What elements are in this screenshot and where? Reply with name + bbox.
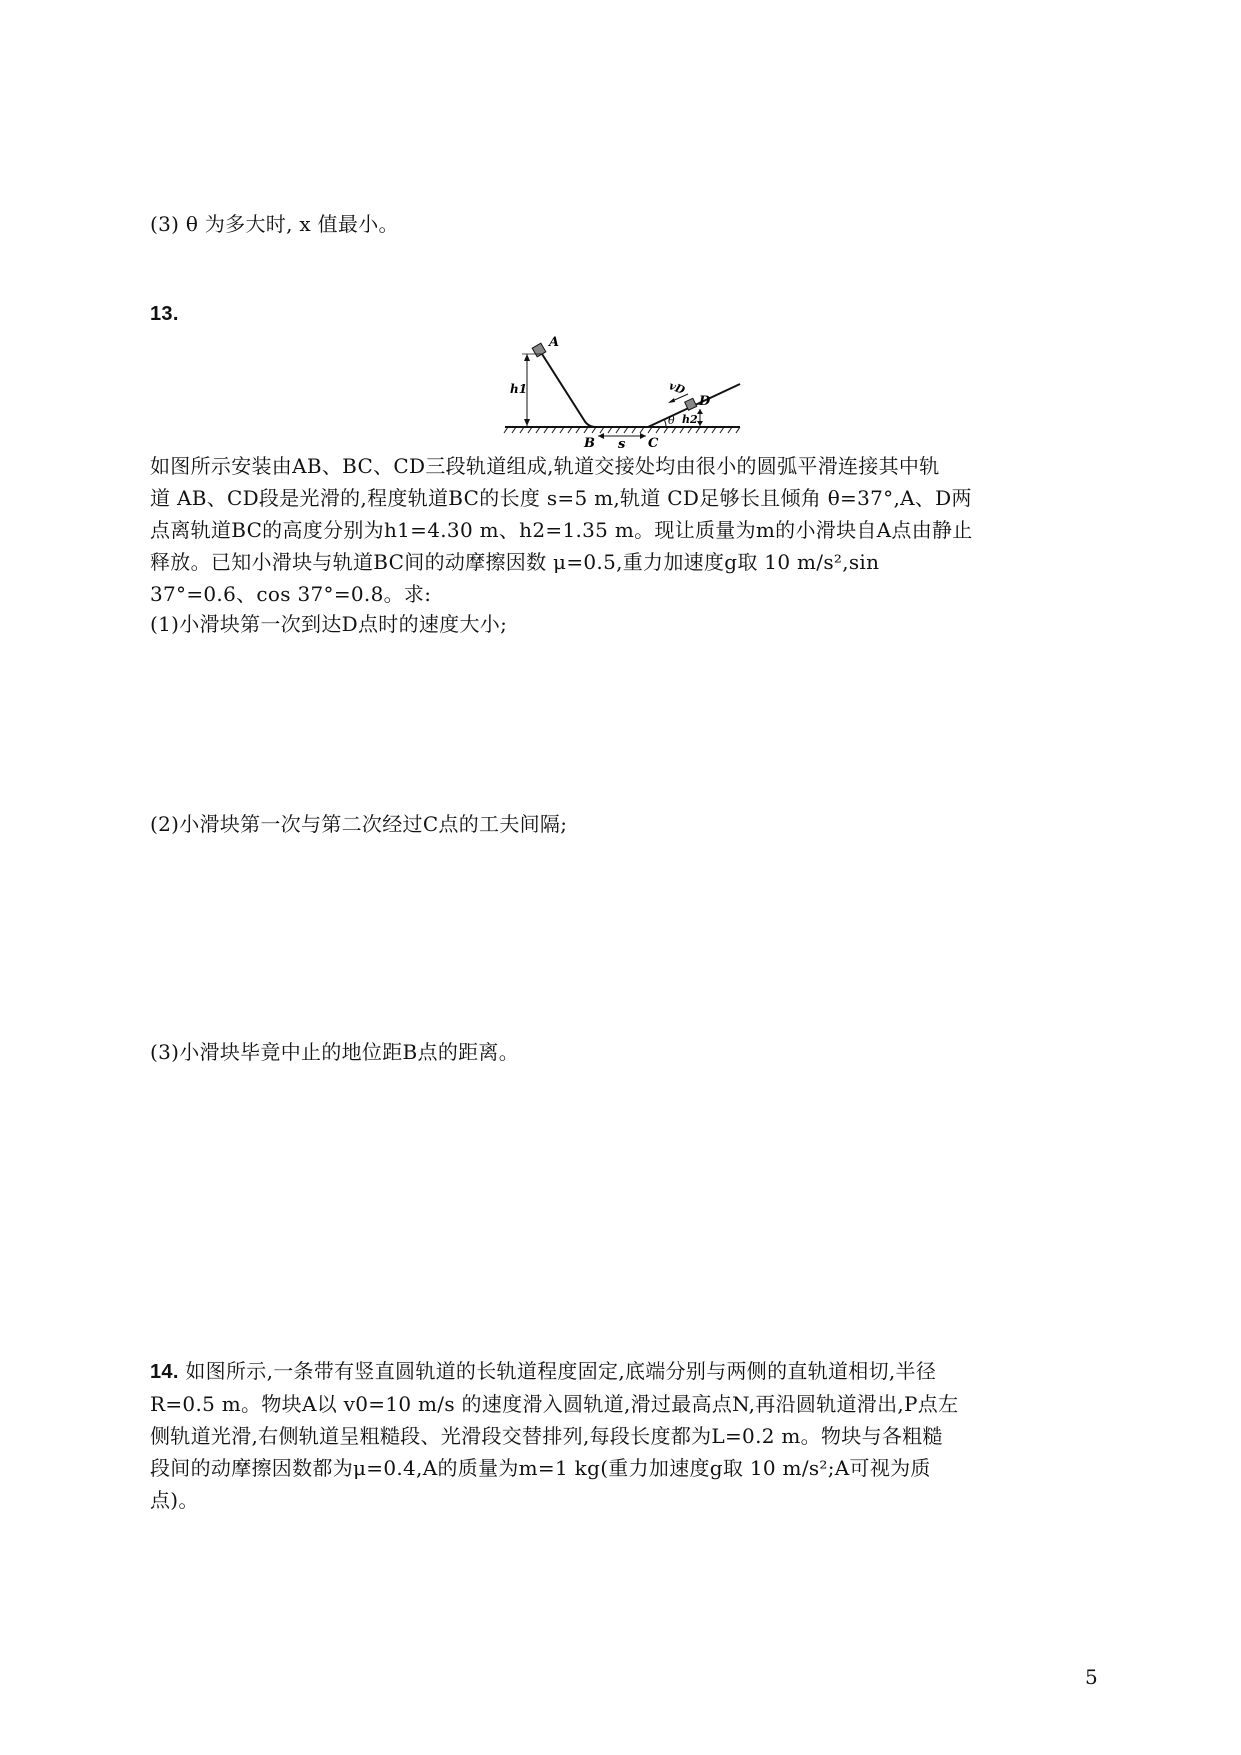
q14-line-1-text: 如图所示,一条带有竖直圆轨道的长轨道程度固定,底端分别与两侧的直轨道相切,半径	[185, 1359, 937, 1383]
q14-line-3: 侧轨道光滑,右侧轨道呈粗糙段、光滑段交替排列,每段长度都为L=0.2 m。物块与各粗糙	[150, 1424, 943, 1448]
label-c: C	[648, 436, 659, 451]
q12-part3: (3) θ 为多大时, x 值最小。	[150, 212, 399, 236]
q13-stem-line-4: 释放。已知小滑块与轨道BC间的动摩擦因数 μ=0.5,重力加速度g取 10 m/s²,sin	[150, 550, 880, 574]
q13-stem-line-2: 道 AB、CD段是光滑的,程度轨道BC的长度 s=5 m,轨道 CD足够长且倾角 θ=37°,A、D两	[150, 486, 972, 510]
ground	[504, 427, 740, 433]
q13-stem-line-1: 如图所示安装由AB、BC、CD三段轨道组成,轨道交接处均由很小的圆弧平滑连接其中轨	[150, 454, 940, 478]
question-14-number: 14.	[150, 1361, 179, 1383]
page-number: 5	[1085, 1665, 1098, 1689]
label-b: B	[584, 436, 595, 451]
angle-arc	[664, 419, 666, 427]
q14-line-5: 点)。	[150, 1488, 199, 1512]
q13-stem-line-5: 37°=0.6、cos 37°=0.8。求:	[150, 582, 432, 606]
q14-line-4: 段间的动摩擦因数都为μ=0.4,A的质量为m=1 kg(重力加速度g取 10 m/s²;A可视为质	[150, 1456, 931, 1480]
block-a	[532, 343, 546, 357]
track-diagram	[500, 332, 760, 452]
track-ab	[542, 354, 596, 427]
q13-part-1: (1)小滑块第一次到达D点时的速度大小;	[150, 612, 508, 636]
q13-stem-line-3: 点离轨道BC的高度分别为h1=4.30 m、h2=1.35 m。现让质量为m的小滑块自A点由静止	[150, 518, 973, 542]
label-vd: vD	[667, 379, 687, 397]
label-d: D	[699, 394, 711, 409]
label-s: s	[618, 437, 626, 452]
label-h1: h1	[510, 382, 528, 396]
label-h2: h2	[682, 413, 698, 426]
label-theta: θ	[668, 414, 675, 427]
q14-line-1	[150, 1357, 936, 1386]
q14-line-2: R=0.5 m。物块A以 v0=10 m/s 的速度滑入圆轨道,滑过最高点N,再沿圆轨道滑出,P点左	[150, 1392, 959, 1416]
q13-part-3: (3)小滑块毕竟中止的地位距B点的距离。	[150, 1040, 520, 1064]
q13-part-2: (2)小滑块第一次与第二次经过C点的工夫间隔;	[150, 812, 568, 836]
label-a: A	[549, 335, 560, 350]
question-13-number: 13.	[150, 303, 179, 325]
